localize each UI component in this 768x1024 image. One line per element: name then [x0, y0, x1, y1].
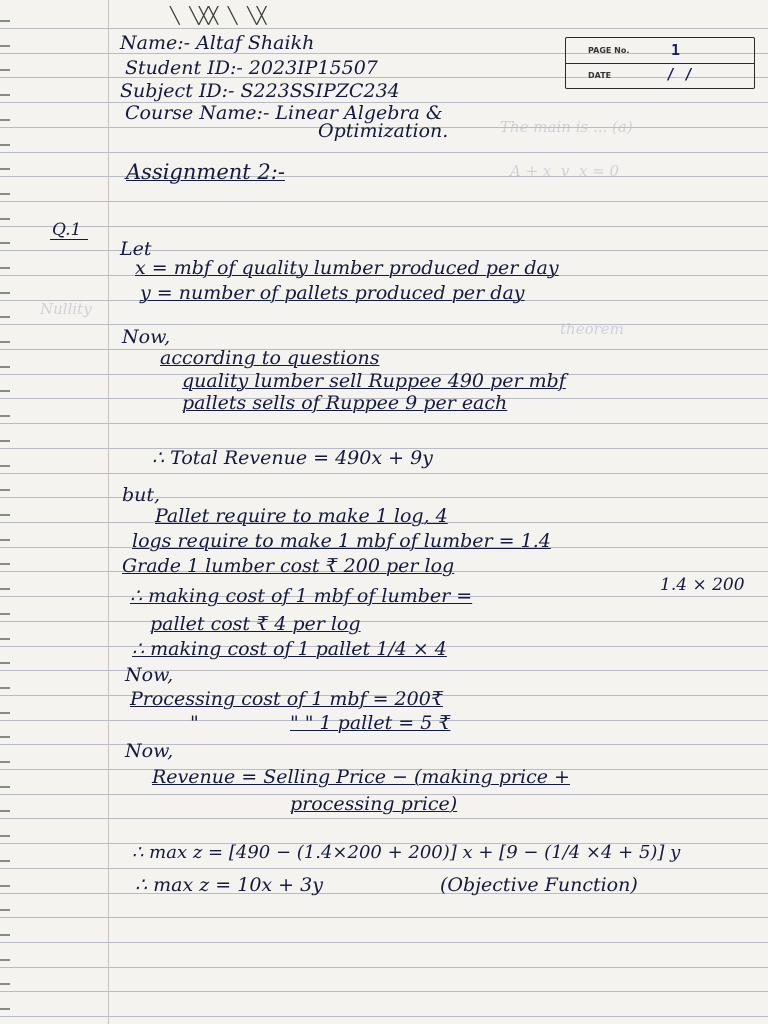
margin-tick [0, 218, 10, 220]
margin-tick [0, 415, 10, 417]
line-lumber-price: quality lumber sell Ruppee 490 per mbf [182, 370, 566, 392]
page-no-value: 1 [671, 41, 681, 59]
course-name: Course Name:- Linear Algebra & [125, 102, 443, 124]
line-processing-pallet: " " 1 pallet = 5 ₹ [290, 712, 451, 734]
ruled-line [0, 942, 768, 943]
ruled-line [0, 324, 768, 325]
line-processing-mbf: Processing cost of 1 mbf = 200₹ [130, 688, 443, 710]
margin-tick [0, 687, 10, 689]
date-label: DATE [588, 71, 612, 80]
ruled-line [0, 1016, 768, 1017]
ruled-line [0, 423, 768, 424]
margin-tick [0, 588, 10, 590]
margin-tick [0, 292, 10, 294]
margin-tick [0, 761, 10, 763]
notebook-page: ╲ ╲╳╳ ╲ ╲╳ PAGE No. 1 DATE / / The main is ... (a) A + x v x = 0 Nullity theorem Name:- Altaf Shaikh Student ID:- 2023IP15507 Subject ID:- S223SSIPZC234 Course Name:- Linear Algebra & Optimization. Assignment 2:- Q.1 Let x = mbf of quality lumber produced per day y = number of pallets produced per day Now, according to questions quality lumber sell Ruppee 490 per mbf pallets sells of Ruppee 9 per each ∴ Total Revenue = 490x + 9y but, Pallet require to make 1 log, 4 logs require to make 1 mbf of lumber = 1.4 Grade 1 lumber cost ₹ 200 per log ∴ making cost of 1 mbf of lumber = 1.4 × 200 pallet cost ₹ 4 per log ∴ making cost of 1 pallet 1/4 × 4 Now, Processing cost of 1 mbf = 200₹ " " " 1 pallet = 5 ₹ Now, Revenue = Selling Price − (making price + processing price) ∴ max z = [490 − (1.4×200 + 200)] x + [9 − (1/4 ×4 + 5)] y ∴ max z = 10x + 3y (Objective Function) [0, 0, 768, 1024]
margin-tick [0, 366, 10, 368]
margin-tick [0, 316, 10, 318]
margin-tick [0, 242, 10, 244]
line-revenue-formula-cont: processing price) [290, 793, 458, 815]
line-let: Let [120, 238, 152, 260]
line-making-cost-value: 1.4 × 200 [660, 575, 745, 595]
margin-tick [0, 810, 10, 812]
margin-tick [0, 885, 10, 887]
margin-tick [0, 712, 10, 714]
margin-tick [0, 341, 10, 343]
margin-tick [0, 489, 10, 491]
line-grade-cost: Grade 1 lumber cost ₹ 200 per log [122, 555, 455, 577]
line-revenue-formula: Revenue = Selling Price − (making price + [152, 766, 570, 788]
ruled-line [0, 349, 768, 350]
margin-tick [0, 514, 10, 516]
line-x-def: x = mbf of quality lumber produced per day [135, 257, 559, 279]
line-making-cost-pallet: ∴ making cost of 1 pallet 1/4 × 4 [132, 638, 447, 660]
line-total-revenue: ∴ Total Revenue = 490x + 9y [152, 447, 433, 469]
margin-line [108, 0, 109, 1024]
ruled-line [0, 201, 768, 202]
date-value: / / [666, 65, 694, 83]
ruled-line [0, 818, 768, 819]
margin-tick [0, 662, 10, 664]
line-max-z-expanded: ∴ max z = [490 − (1.4×200 + 200)] x + [9 − (1/4 ×4 + 5)] y [132, 842, 681, 863]
student-id: Student ID:- 2023IP15507 [125, 57, 378, 79]
margin-tick [0, 959, 10, 961]
line-y-def: y = number of pallets produced per day [140, 282, 525, 304]
line-now-2: Now, [125, 664, 174, 686]
line-pallet-cost: pallet cost ₹ 4 per log [150, 613, 361, 635]
margin-tick [0, 69, 10, 71]
line-pallet-log: Pallet require to make 1 log, 4 [155, 505, 448, 527]
line-pallet-price: pallets sells of Ruppee 9 per each [182, 392, 508, 414]
margin-tick [0, 835, 10, 837]
margin-tick [0, 786, 10, 788]
margin-tick [0, 638, 10, 640]
student-name: Name:- Altaf Shaikh [120, 32, 315, 54]
line-objective: ∴ max z = 10x + 3y [135, 874, 323, 896]
margin-tick [0, 465, 10, 467]
margin-tick [0, 144, 10, 146]
ruled-line [0, 893, 768, 894]
margin-tick [0, 934, 10, 936]
ruled-line [0, 967, 768, 968]
assignment-title: Assignment 2:- [126, 160, 285, 184]
line-logs-mbf: logs require to make 1 mbf of lumber = 1.4 [132, 530, 551, 552]
course-name-cont: Optimization. [318, 120, 449, 142]
binding-marks: ╲ ╲╳╳ ╲ ╲╳ [170, 6, 267, 25]
line-now-1: Now, [122, 326, 171, 348]
line-ditto: " [190, 712, 199, 734]
margin-tick [0, 94, 10, 96]
ruled-line [0, 497, 768, 498]
subject-id: Subject ID:- S223SSIPZC234 [120, 80, 400, 102]
ruled-line [0, 621, 768, 622]
margin-tick [0, 168, 10, 170]
ruled-line [0, 670, 768, 671]
margin-tick [0, 983, 10, 985]
ruled-line [0, 250, 768, 251]
ruled-line [0, 868, 768, 869]
page-date-box [565, 37, 755, 89]
line-now-3: Now, [125, 740, 174, 762]
line-objective-label: (Objective Function) [440, 874, 638, 896]
ruled-line [0, 744, 768, 745]
margin-tick [0, 909, 10, 911]
margin-tick [0, 267, 10, 269]
ruled-line [0, 28, 768, 29]
margin-tick [0, 613, 10, 615]
margin-tick [0, 736, 10, 738]
ruled-line [0, 473, 768, 474]
margin-tick [0, 563, 10, 565]
margin-tick [0, 45, 10, 47]
margin-tick [0, 20, 10, 22]
line-according: according to questions [160, 347, 380, 369]
line-making-cost-lumber: ∴ making cost of 1 mbf of lumber = [130, 585, 473, 607]
margin-tick [0, 193, 10, 195]
margin-tick [0, 390, 10, 392]
margin-tick [0, 1008, 10, 1010]
margin-tick [0, 119, 10, 121]
margin-tick [0, 539, 10, 541]
page-no-label: PAGE No. [588, 46, 630, 55]
ruled-line [0, 226, 768, 227]
margin-tick [0, 440, 10, 442]
ruled-line [0, 176, 768, 177]
margin-tick [0, 860, 10, 862]
question-number: Q.1 [52, 220, 82, 240]
ruled-line [0, 991, 768, 992]
line-but: but, [122, 484, 161, 506]
ruled-line [0, 917, 768, 918]
ruled-line [0, 152, 768, 153]
